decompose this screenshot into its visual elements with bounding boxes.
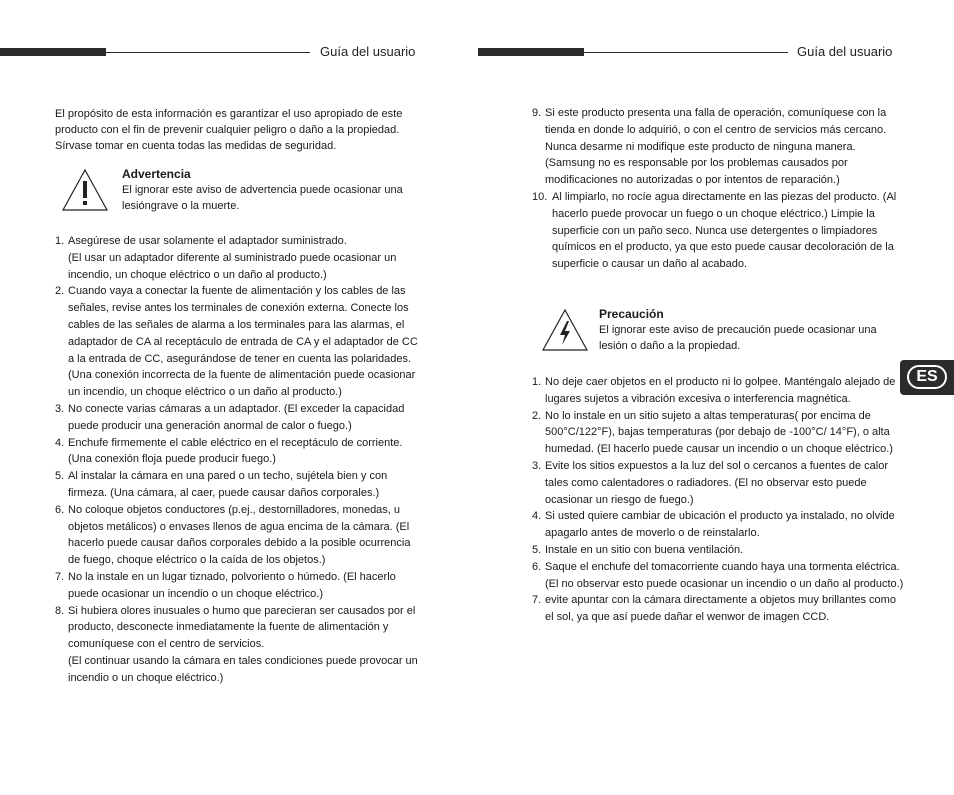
list-item — [55, 502, 425, 569]
list-item — [532, 105, 902, 189]
page-title-left: Guía del usuario — [320, 44, 416, 59]
caution-title: Precaución — [599, 307, 664, 321]
list-item-text: No deje caer objetos en el producto ni lo golpee. Manténgalo alejado de lugares sujetos a vibración excesiva o interferencia magnética. — [545, 376, 896, 405]
list-item — [532, 592, 904, 626]
list-item-number: 2. — [532, 409, 542, 422]
list-item — [55, 401, 425, 435]
list-item — [55, 435, 425, 469]
list-item — [532, 189, 902, 273]
list-item-number: 1. — [532, 376, 542, 388]
list-item — [532, 408, 904, 458]
list-item — [532, 508, 904, 542]
list-item-text: Instale en un sitio con buena ventilación. — [545, 543, 744, 556]
list-item-number: 4. — [55, 436, 65, 449]
list-item-number: 8. — [55, 604, 65, 617]
list-item-text: No lo instale en un sitio sujeto a altas temperaturas( por encima de 500°C/122°F), bajas temperaturas (por debajo de -100°C/ 14°F), o alta humedad. (El hacerlo puede causar un incendio o un choque eléctrico.) — [545, 409, 893, 456]
list-item-number: 6. — [55, 503, 65, 516]
warning-title: Advertencia — [122, 167, 191, 181]
list-item — [55, 603, 425, 687]
list-item-number: 5. — [55, 470, 65, 483]
electric-shock-icon — [541, 308, 589, 352]
caution-text: El ignorar este aviso de precaución puede ocasionar una lesión o daño a la propiedad. — [599, 324, 877, 352]
language-tab — [900, 360, 954, 395]
language-tab-label: ES — [907, 365, 947, 389]
intro-paragraph: El propósito de esta información es garantizar el uso apropiado de este producto con el fin de prevenir cualquier peligro o daño a la propiedad. Sírvase tomar en cuenta todas las medidas de seguridad. — [55, 108, 403, 152]
header-bar-right — [478, 48, 584, 56]
warning-notice — [122, 166, 422, 214]
list-item-text: No conecte varias cámaras a un adaptador. (El exceder la capacidad puede producir una generación anormal de calor o fuego.) — [68, 402, 405, 432]
list-item-text: Enchufe firmemente el cable eléctrico en el receptáculo de corriente. (Una conexión floja puede producir fuego.) — [68, 436, 403, 466]
list-item-number: 7. — [532, 594, 542, 607]
list-item — [55, 233, 425, 283]
list-item-text: Si este producto presenta una falla de operación, comuníquese con la tienda en donde lo adquirió, o con el centro de servicios más cercano. Nunca desarme ni modifique este producto de ninguna manera. (Samsung no es responsable por los problemas causados por modificaciones no autorizadas o por intentos de reparación.) — [545, 107, 887, 187]
list-item-text: No la instale en un lugar tiznado, polvoriento o húmedo. (El hacerlo puede ocasionar un incendio o un choque eléctrico.) — [68, 570, 396, 600]
list-item-note: (El continuar usando la cámara en tales condiciones puede provocar un incendio o un choque eléctrico.) — [68, 654, 418, 684]
list-item — [532, 559, 904, 593]
list-item-text: No coloque objetos conductores (p.ej., destornilladores, monedas, u objetos metálicos) o envases llenos de agua encima de la cámara. (El hacerlo puede causar daños corporales debido a la posible ocurrencia de fuego, choque eléctrico o la caída de los objetos.) — [68, 503, 411, 567]
list-item-text: Si hubiera olores inusuales o humo que parecieran ser causados por el producto, desconecte inmediatamente la fuente de alimentación y comuníquese con el centro de servicios. — [68, 604, 416, 651]
list-item-number: 7. — [55, 570, 65, 583]
list-item-number: 4. — [532, 510, 542, 523]
header-rule-left — [106, 52, 310, 53]
list-item-number: 3. — [532, 459, 542, 472]
list-item-number: 3. — [55, 402, 65, 415]
warning-list-left — [55, 233, 425, 687]
header-rule-right — [584, 52, 788, 53]
list-item — [532, 458, 904, 508]
list-item-number: 9. — [532, 107, 542, 119]
list-item-text: Evite los sitios expuestos a la luz del sol o cercanos a fuentes de calor tales como calentadores o radiadores. (El no observar esto puede ocasionar un riesgo de fuego.) — [545, 459, 889, 506]
list-item-number: 6. — [532, 560, 542, 573]
list-item-number: 5. — [532, 543, 542, 556]
caution-list — [532, 374, 904, 626]
list-item — [55, 569, 425, 603]
list-item — [55, 468, 425, 502]
list-item — [532, 542, 904, 559]
list-item-number: 10. — [532, 190, 548, 203]
list-item — [532, 374, 904, 408]
list-item-text: Saque el enchufe del tomacorriente cuando haya una tormenta eléctrica. (El no observar esto puede ocasionar un incendio o un daño al producto.) — [545, 560, 904, 590]
warning-list-right — [532, 105, 902, 273]
list-item-text: Al limpiarlo, no rocíe agua directamente en las piezas del producto. (Al hacerlo puede provocar un fuego o un choque eléctrico.) Limpie la superficie con un paño seco. Nunca use detergentes o limpiadores químicos en el producto, ya que esto puede causar decoloración de la superficie o causar un daño al acabado. — [552, 190, 897, 271]
list-item-text: Al instalar la cámara en una pared o un techo, sujétela bien y con firmeza. (Una cámara, al caer, puede causar daños corporales.) — [68, 470, 388, 499]
list-item-text: Cuando vaya a conectar la fuente de alimentación y los cables de las señales, revise antes los terminales de conexión externa. Conecte los cables de las señales de alarma a los terminales para las alarmas, el adaptador de CA al receptáculo de entrada de CA y el adaptador de CC a la entrada de CC, asegurándose de tener en cuenta las polaridades. (Una conexión incorrecta de la fuente de alimentación puede ocasionar un incendio, un choque eléctrico o un daño al producto.) — [68, 285, 418, 399]
list-item-note: (El usar un adaptador diferente al suministrado puede ocasionar un incendio, un choque eléctrico o un daño al producto.) — [68, 251, 397, 281]
page-title-right: Guía del usuario — [797, 44, 893, 59]
list-item — [55, 283, 425, 401]
list-item-number: 2. — [55, 285, 65, 298]
warning-icon — [61, 168, 109, 212]
list-item-text: Si usted quiere cambiar de ubicación el producto ya instalado, no olvide apagarlo antes de moverlo o de reinstalarlo. — [545, 510, 895, 540]
caution-notice — [599, 306, 901, 354]
list-item-text: evite apuntar con la cámara directamente a objetos muy brillantes como el sol, ya que así puede dañar el wenwor de imagen CCD. — [545, 594, 896, 624]
list-item-number: 1. — [55, 235, 65, 247]
header-bar-left — [0, 48, 106, 56]
warning-text: El ignorar este aviso de advertencia puede ocasionar una lesióngrave o la muerte. — [122, 184, 403, 212]
list-item-text: Asegúrese de usar solamente el adaptador suministrado. — [68, 235, 347, 247]
